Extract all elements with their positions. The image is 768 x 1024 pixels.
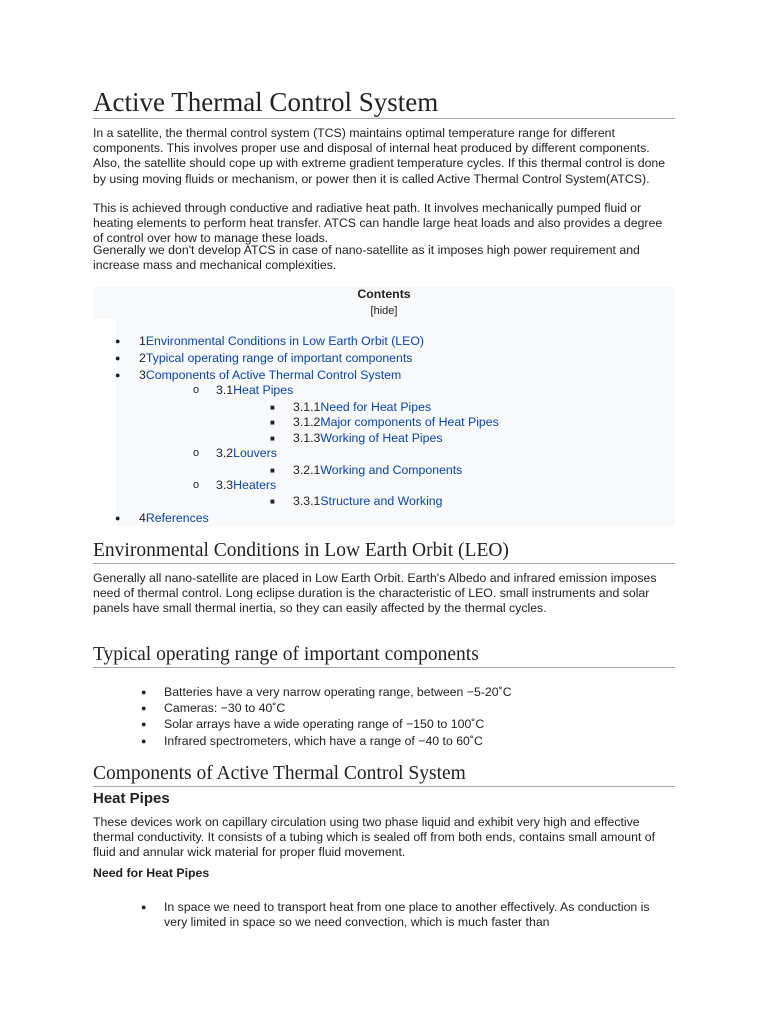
list-bullet: ● (141, 703, 147, 713)
toc-number: 3.1.3 (293, 431, 321, 445)
toc-hide-toggle[interactable]: [hide] (370, 305, 398, 317)
toc-number: 3.3 (216, 478, 234, 492)
toc-item-1[interactable] (139, 334, 424, 349)
toc-bullet-square: ■ (270, 434, 275, 443)
toc-bullet-circle: o (193, 447, 200, 459)
toc-item-3-1-3[interactable] (293, 431, 442, 446)
toc-number: 3 (139, 368, 146, 382)
toc-number: 3.1 (216, 383, 234, 397)
toc-item-3-2[interactable] (216, 446, 277, 461)
section-heading-range: Typical operating range of important components (93, 643, 675, 668)
toc-bullet-circle: o (193, 384, 200, 396)
list-bullet: ● (141, 902, 147, 912)
toc-link[interactable]: Typical operating range of important components (145, 351, 413, 365)
toc-bullet-square: ■ (270, 418, 275, 427)
toc-link[interactable]: Components of Active Thermal Control System (145, 368, 402, 382)
list-item: Cameras: −30 to 40˚C (164, 701, 286, 715)
toc-bullet: ● (115, 336, 121, 346)
toc-item-3-1[interactable] (216, 383, 293, 398)
toc-bullet-square: ■ (270, 403, 275, 412)
toc-item-3-3-1[interactable] (293, 494, 442, 509)
toc-link[interactable]: Heat Pipes (233, 383, 294, 397)
list-item: Infrared spectrometers, which have a range of −40 to 60˚C (164, 734, 483, 748)
toc-bullet: ● (115, 513, 121, 523)
toc-number: 1 (139, 334, 146, 348)
toc-link[interactable]: Working and Components (320, 463, 463, 477)
subsubsection-heading-need: Need for Heat Pipes (93, 866, 210, 880)
toc-bullet-circle: o (193, 479, 200, 491)
toc-item-3-1-2[interactable] (293, 415, 499, 430)
intro-paragraph-1: In a satellite, the thermal control system (TCS) maintains optimal temperature range for different components. This involves proper use and disposal of internal heat produced by different components. Also, the satellite should cope up with extreme gradient temperature cycles. If this thermal control is done by using moving fluids or mechanism, or power then it is called Active Thermal Control System(ATCS). (93, 126, 666, 186)
toc-bullet: ● (115, 370, 121, 380)
toc-item-3-3[interactable] (216, 478, 276, 493)
toc-bullet: ● (115, 353, 121, 363)
list-item: In space we need to transport heat from one place to another effectively. As conduction is very limited in space so we need convection, which is much faster than (164, 900, 650, 930)
toc-heading: Contents (357, 287, 411, 301)
section-heading-components: Components of Active Thermal Control System (93, 762, 675, 787)
toc-bullet-square: ■ (270, 497, 275, 506)
toc-link[interactable]: Environmental Conditions in Low Earth Orbit (LEO) (145, 334, 425, 348)
toc-number: 3.2 (216, 446, 234, 460)
toc-link[interactable]: Louvers (233, 446, 277, 460)
leo-paragraph: Generally all nano-satellite are placed in Low Earth Orbit. Earth's Albedo and infrared emission imposes need of thermal control. Long eclipse duration is the characteristic of LEO. small instruments and solar panels have small thermal inertia, so they can easily affected by the thermal cycles. (93, 571, 657, 616)
intro-paragraph-3: Generally we don't develop ATCS in case of nano-satellite as it imposes high power requirement and increase mass and mechanical complexities. (93, 243, 640, 273)
toc-link[interactable]: Heaters (233, 478, 277, 492)
toc-link[interactable]: References (145, 511, 209, 525)
toc-number: 3.1.1 (293, 400, 321, 414)
list-bullet: ● (141, 719, 147, 729)
toc-item-4[interactable] (139, 511, 209, 526)
section-heading-leo: Environmental Conditions in Low Earth Orbit (LEO) (93, 539, 675, 564)
toc-number: 3.3.1 (293, 494, 321, 508)
table-of-contents (93, 287, 675, 526)
toc-number: 3.1.2 (293, 415, 321, 429)
toc-number: 4 (139, 511, 146, 525)
page-title: Active Thermal Control System (93, 86, 675, 119)
toc-item-3-2-1[interactable] (293, 463, 462, 478)
intro-paragraph-2: This is achieved through conductive and radiative heat path. It involves mechanically pumped fluid or heating elements to perform heat transfer. ATCS can handle large heat loads and also provides a degree of control over how to manage these loads. (93, 201, 663, 246)
toc-item-3[interactable] (139, 368, 401, 383)
list-item: Solar arrays have a wide operating range of −150 to 100˚C (164, 717, 485, 731)
list-bullet: ● (141, 687, 147, 697)
toc-link[interactable]: Need for Heat Pipes (320, 400, 432, 414)
subsection-heading-heat-pipes: Heat Pipes (93, 790, 170, 807)
toc-number: 3.2.1 (293, 463, 321, 477)
toc-link[interactable]: Major components of Heat Pipes (320, 415, 499, 429)
toc-notch (93, 319, 116, 526)
toc-number: 2 (139, 351, 146, 365)
toc-link[interactable]: Working of Heat Pipes (320, 431, 443, 445)
toc-item-3-1-1[interactable] (293, 400, 431, 415)
heat-pipes-paragraph: These devices work on capillary circulation using two phase liquid and exhibit very high and effective thermal conductivity. It consists of a tubing which is sealed off from both ends, contains small amount of fluid and annular wick material for proper fluid movement. (93, 815, 656, 860)
toc-bullet-square: ■ (270, 466, 275, 475)
toc-item-2[interactable] (139, 351, 412, 366)
toc-link[interactable]: Structure and Working (320, 494, 443, 508)
list-bullet: ● (141, 736, 147, 746)
list-item: Batteries have a very narrow operating range, between −5-20˚C (164, 685, 512, 699)
